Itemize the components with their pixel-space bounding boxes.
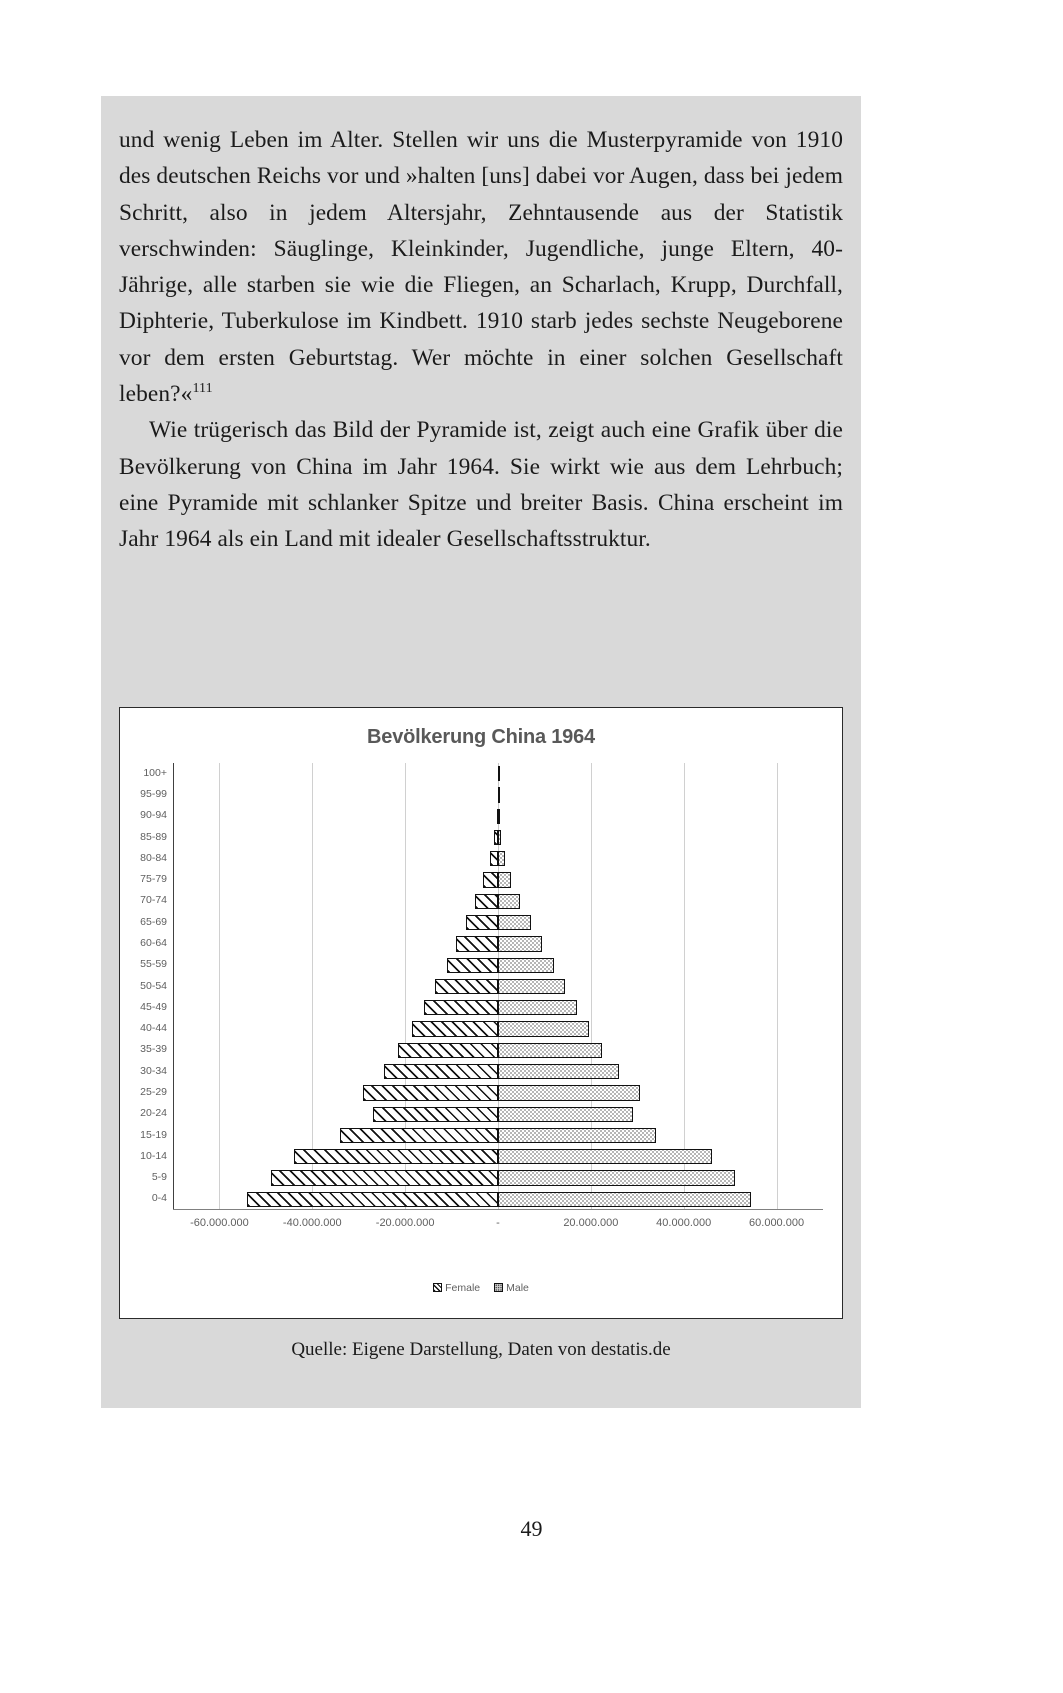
chart-category-label: 0-4 [151, 1192, 167, 1205]
chart-category-label: 25-29 [140, 1085, 167, 1098]
chart-bar-male [498, 1064, 619, 1079]
chart-bar-female [447, 958, 498, 973]
chart-category-label: 70-74 [140, 894, 167, 907]
chart-x-tick-label: - [496, 1217, 500, 1229]
legend-label: Female [445, 1282, 481, 1294]
chart-x-tick-label: -40.000.000 [282, 1217, 342, 1229]
chart-legend [120, 1282, 842, 1294]
chart-category-label: 75-79 [140, 873, 167, 886]
chart-bar-female [271, 1170, 499, 1185]
paragraph-2-text: Wie trügerisch das Bild der Pyramide ist, zeigt auch eine Grafik über die Bevölkerung von China im Jahr 1964. Sie wirkt wie aus dem Lehrbuch; eine Pyramide mit schlanker Spitze und breiter Basis. China erscheint im Jahr 1964 als ein Land mit idealer Gesellschaftsstruktur. [119, 417, 843, 553]
chart-bar-male [498, 979, 565, 994]
chart-x-tick-label: 60.000.000 [749, 1217, 805, 1229]
chart-category-label: 55-59 [140, 958, 167, 971]
legend-swatch-female [433, 1283, 442, 1292]
chart-category-label: 40-44 [140, 1022, 167, 1035]
legend-entry-male [494, 1282, 529, 1294]
chart-bar-male [498, 894, 520, 909]
chart-bar-female [483, 872, 498, 887]
chart-category-label: 90-94 [140, 809, 167, 822]
chart-bar-male [498, 1043, 602, 1058]
chart-bar-male [498, 1192, 751, 1207]
chart-gridline [684, 763, 685, 1210]
chart-category-label: 20-24 [140, 1107, 167, 1120]
chart-bar-male [498, 1170, 735, 1185]
chart-bar-male [498, 787, 500, 802]
chart-category-label: 65-69 [140, 915, 167, 928]
page-number: 49 [520, 1516, 543, 1541]
paragraph-1 [119, 122, 843, 412]
chart-bar-female [435, 979, 498, 994]
chart-x-tick-label: 40.000.000 [656, 1217, 712, 1229]
footnote-marker-111: 111 [192, 381, 213, 397]
chart-x-tick-label: -60.000.000 [190, 1217, 249, 1229]
chart-bar-male [498, 958, 554, 973]
chart-bar-female [340, 1128, 498, 1143]
chart-bar-male [498, 851, 505, 866]
chart-bar-female [466, 915, 499, 930]
chart-x-axis-line [173, 1209, 823, 1210]
chart-bar-male [498, 915, 531, 930]
chart-x-tick-label: 20.000.000 [563, 1217, 619, 1229]
chart-category-label: 15-19 [140, 1128, 167, 1141]
chart-bar-male [498, 1085, 640, 1100]
book-page [101, 96, 861, 1408]
chart-bar-male [498, 1128, 656, 1143]
chart-category-label: 85-89 [140, 830, 167, 843]
chart-title: Bevölkerung China 1964 [367, 726, 595, 748]
chart-bar-female [373, 1107, 498, 1122]
chart-bar-female [412, 1021, 498, 1036]
chart-bar-female [398, 1043, 498, 1058]
chart-category-label: 60-64 [140, 936, 167, 949]
chart-bar-male [498, 1000, 577, 1015]
chart-category-label: 5-9 [151, 1171, 167, 1184]
chart-category-label: 10-14 [140, 1149, 167, 1162]
chart-plot-area [140, 763, 823, 1229]
chart-bar-male [498, 766, 500, 781]
chart-bar-male [498, 1107, 633, 1122]
chart-y-axis-line [173, 763, 174, 1210]
chart-bar-female [384, 1064, 498, 1079]
figure-caption: Quelle: Eigene Darstellung, Daten von destatis.de [291, 1339, 671, 1360]
chart-bar-male [498, 1149, 712, 1164]
chart-gridline [312, 763, 313, 1210]
chart-bar-female [424, 1000, 498, 1015]
chart-bar-female [456, 936, 498, 951]
chart-bar-male [498, 830, 501, 845]
chart-category-label: 30-34 [140, 1064, 167, 1077]
chart-bar-female [490, 851, 498, 866]
chart-bar-female [363, 1085, 498, 1100]
chart-bar-female [294, 1149, 498, 1164]
chart-category-label: 45-49 [140, 1000, 167, 1013]
chart-bar-female [247, 1192, 498, 1207]
chart-category-label: 35-39 [140, 1043, 167, 1056]
chart-bar-male [498, 809, 500, 824]
chart-bar-male [498, 936, 542, 951]
paragraph-2 [119, 412, 843, 557]
legend-label: Male [506, 1282, 529, 1294]
chart-gridline [219, 763, 220, 1210]
paragraph-1-text: und wenig Leben im Alter. Stellen wir uns die Musterpyramide von 1910 des deutschen Reichs vor und »halten [uns] dabei vor Augen, dass bei jedem Schritt, also in jedem Altersjahr, Zehntausende aus der Statistik verschwinden: Säuglinge, Kleinkinder, Jugendliche, junge Eltern, 40-Jährige, alle starben sie wie die Fliegen, an Scharlach, Krupp, Durchfall, Diphterie, Tuberkulose im Kindbett. 1910 starb jedes sechste Neugeborene vor dem ersten Geburtstag. Wer möchte in einer solchen Gesellschaft leben?« [119, 127, 843, 408]
page-text-body [119, 122, 843, 558]
chart-category-label: 50-54 [140, 979, 167, 992]
legend-entry-female [433, 1282, 480, 1294]
legend-swatch-male [494, 1283, 503, 1292]
chart-category-label: 80-84 [140, 851, 167, 864]
chart-x-tick-label: -20.000.000 [375, 1217, 435, 1229]
chart-bar-male [498, 1021, 589, 1036]
chart-bar-female [475, 894, 498, 909]
chart-category-label: 100+ [143, 766, 167, 779]
chart-category-label: 95-99 [140, 787, 167, 800]
chart-gridline [777, 763, 778, 1210]
chart-bar-male [498, 872, 511, 887]
population-pyramid-chart [119, 707, 843, 1319]
